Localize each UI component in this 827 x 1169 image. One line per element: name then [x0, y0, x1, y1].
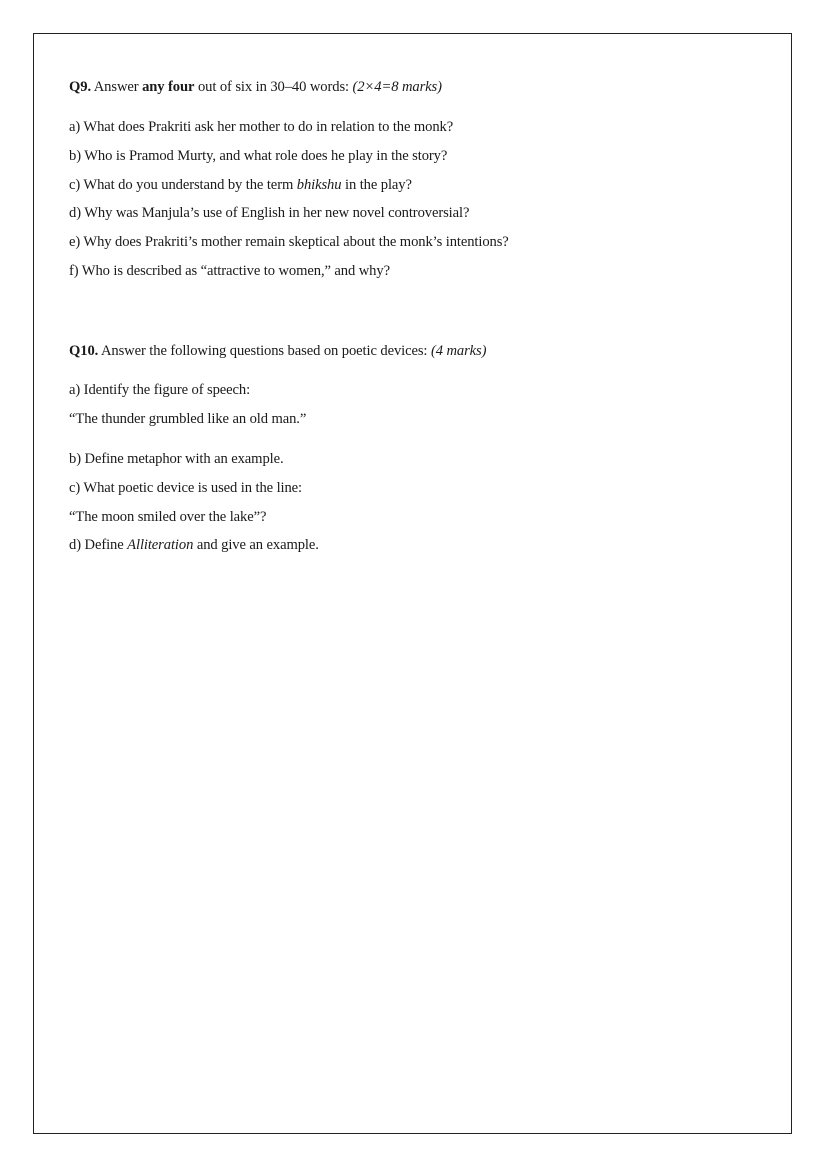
q9-item-c-post: in the play?: [341, 177, 412, 193]
q9-item-c-pre: c) What do you understand by the term: [69, 177, 297, 193]
q10-heading: [69, 342, 486, 360]
q10-item-c: c) What poetic device is used in the line:: [69, 480, 303, 496]
q9-marks: (2×4=8 marks): [352, 79, 442, 95]
q9-number: Q9.: [69, 79, 91, 95]
q10-item-d-pre: d) Define: [69, 537, 128, 553]
q10-item-d-italic: Alliteration: [127, 537, 194, 553]
q9-item-a: a) What does Prakriti ask her mother to do in relation to the monk?: [69, 119, 454, 135]
q10-item-a-quote: “The thunder grumbled like an old man.”: [69, 411, 307, 427]
q10-number: Q10.: [69, 343, 99, 359]
q9-item-c-italic: bhikshu: [296, 177, 342, 193]
q10-item-d: [69, 536, 319, 554]
q9-item-c: [69, 176, 412, 194]
q9-item-b: b) Who is Pramod Murty, and what role does he play in the story?: [69, 148, 448, 164]
q9-instruction-bold: any four: [142, 79, 195, 95]
q10-item-d-post: and give an example.: [193, 537, 319, 553]
q10-marks: (4 marks): [430, 343, 487, 359]
q9-instruction-post: out of six in 30–40 words:: [194, 79, 353, 95]
q10-item-b: b) Define metaphor with an example.: [69, 451, 284, 467]
q9-instruction-pre: Answer: [91, 79, 143, 95]
q9-item-e: e) Why does Prakriti’s mother remain skeptical about the monk’s intentions?: [69, 234, 509, 250]
q9-heading: [69, 78, 442, 96]
page-border: [33, 33, 792, 1134]
q9-item-f: f) Who is described as “attractive to women,” and why?: [69, 263, 390, 279]
q10-item-a: a) Identify the figure of speech:: [69, 382, 251, 398]
q10-instruction: Answer the following questions based on poetic devices:: [98, 343, 431, 359]
q10-item-c-quote: “The moon smiled over the lake”?: [69, 509, 267, 525]
q9-item-d: d) Why was Manjula’s use of English in her new novel controversial?: [69, 205, 470, 221]
